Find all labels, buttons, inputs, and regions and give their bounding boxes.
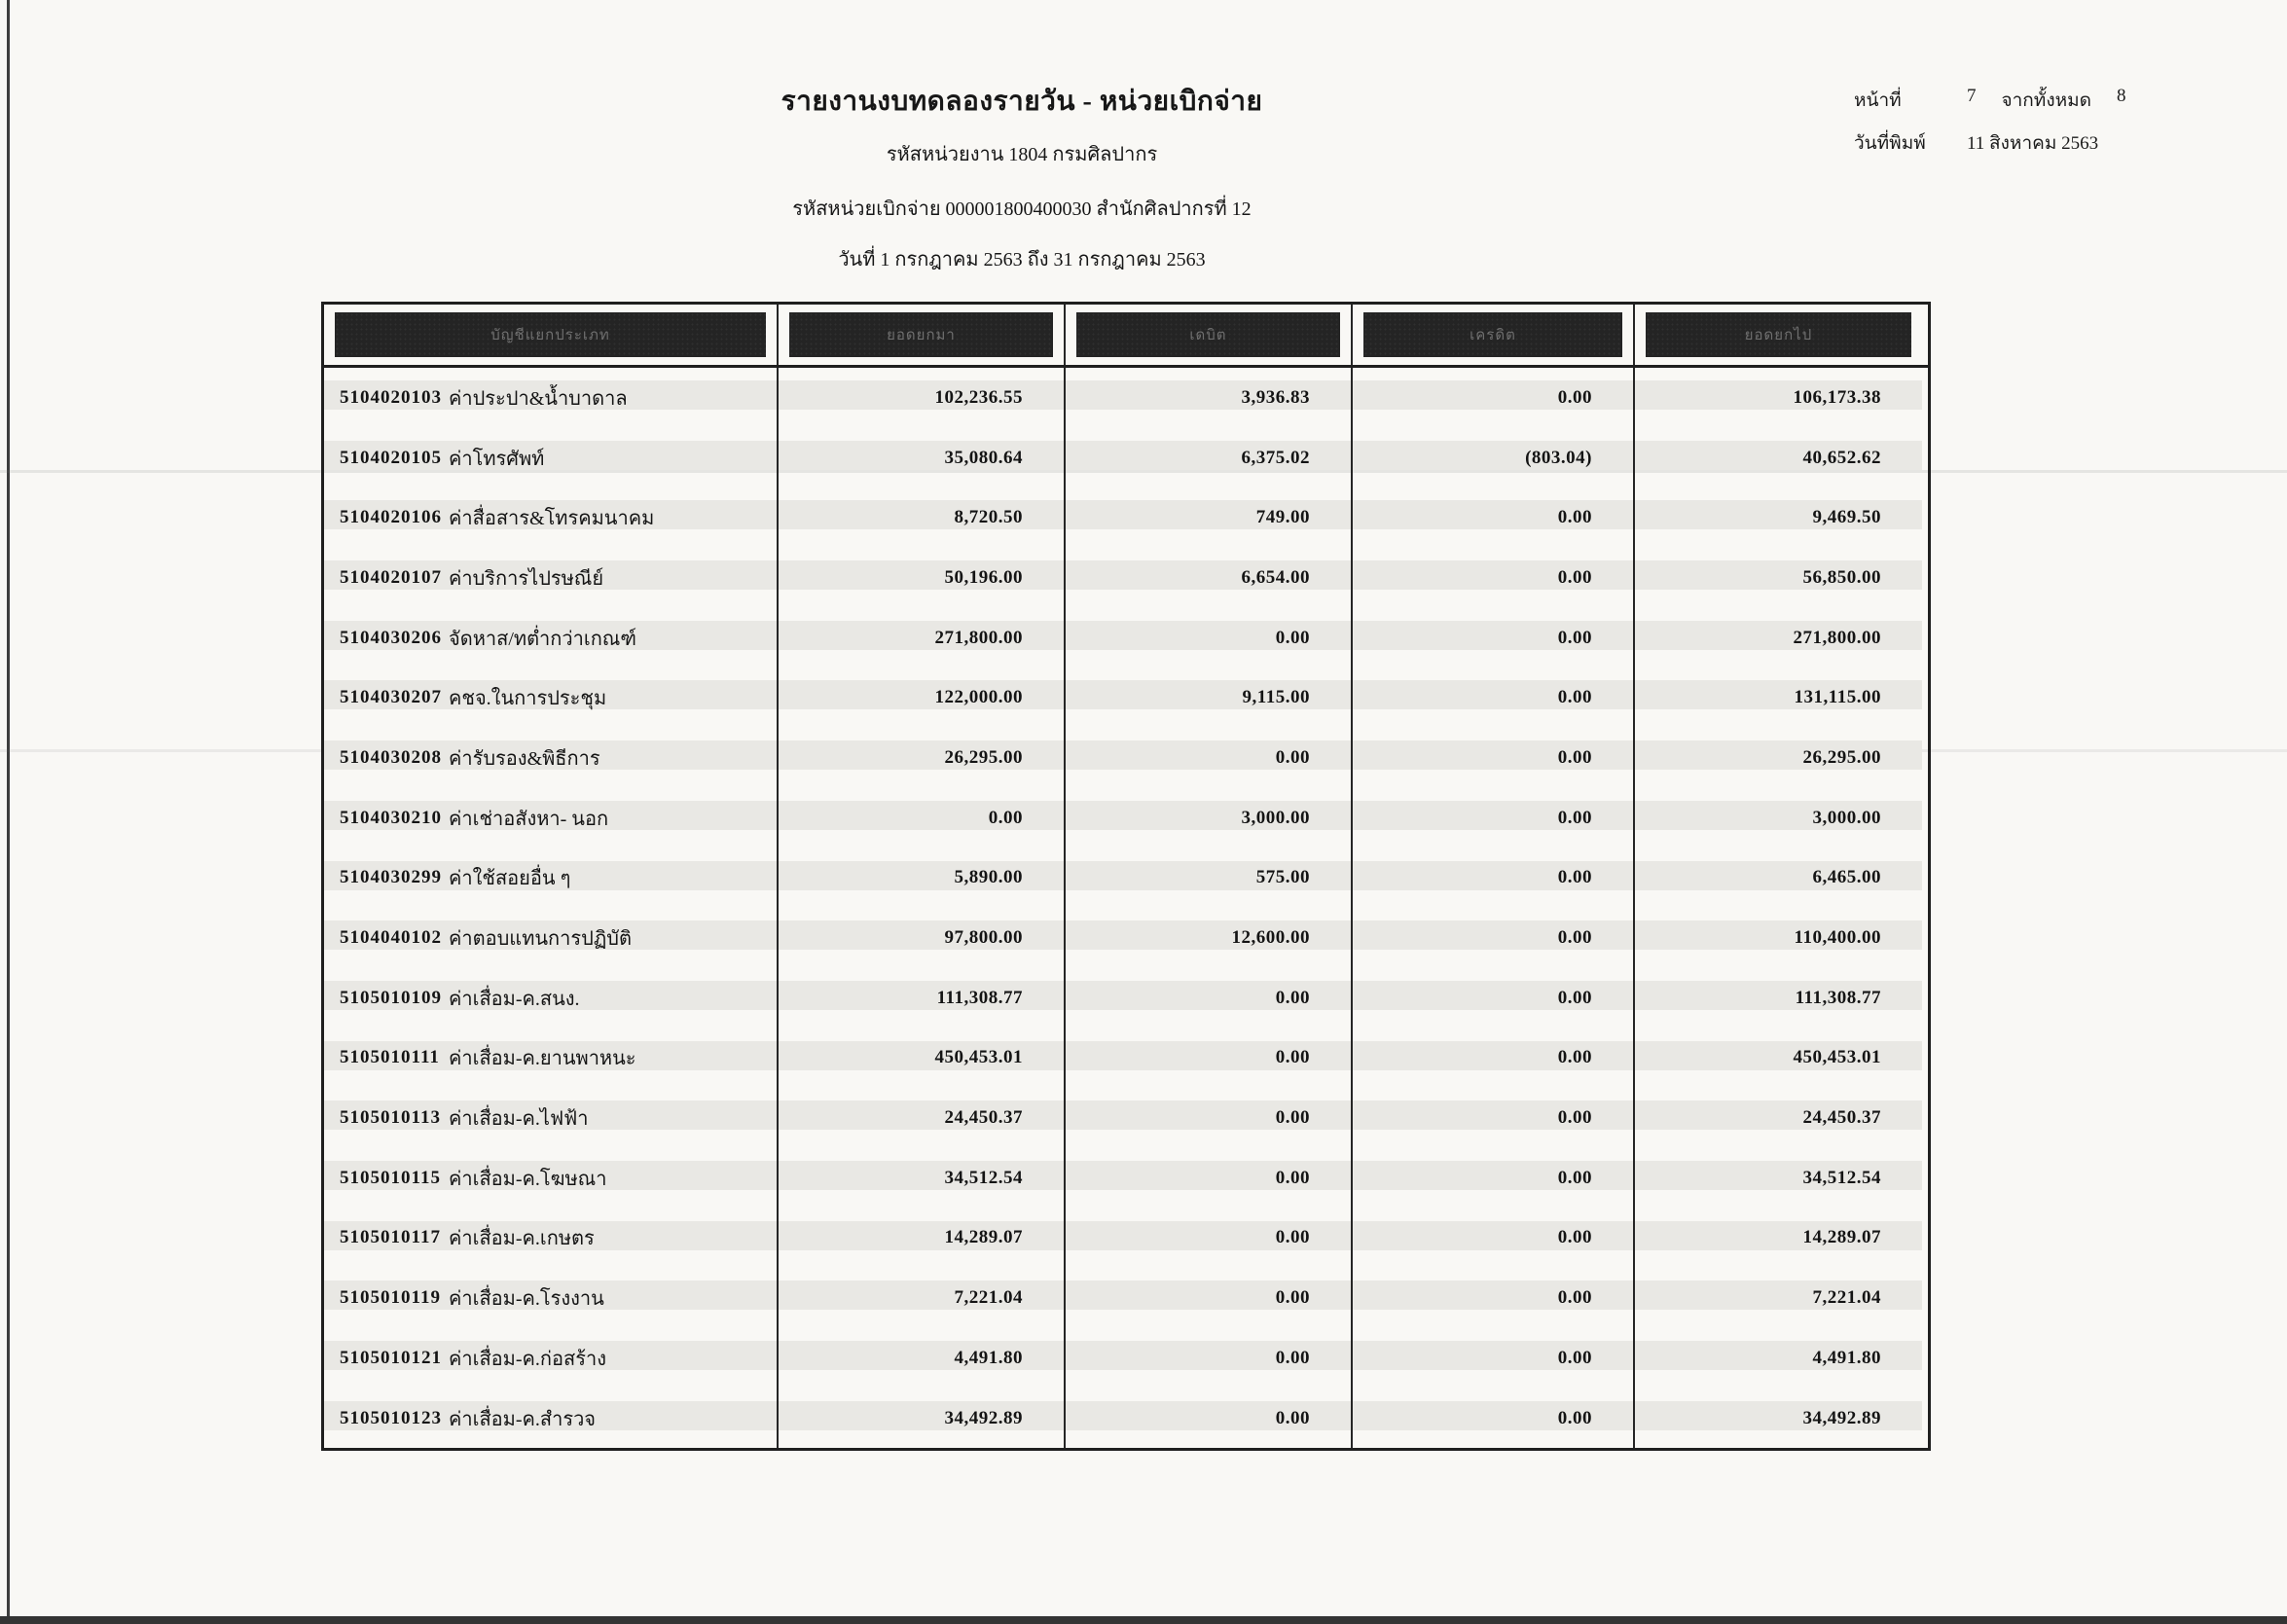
account-code: 5104030299 bbox=[340, 867, 442, 888]
credit-cell: 0.00 bbox=[1353, 1389, 1635, 1449]
table-row bbox=[324, 608, 1928, 668]
account-cell bbox=[324, 1088, 779, 1148]
balance-cell: 271,800.00 bbox=[1635, 608, 1922, 668]
account-code: 5104030206 bbox=[340, 627, 442, 648]
trial-balance-table bbox=[321, 302, 1931, 1451]
account-cell bbox=[324, 1328, 779, 1389]
carry-forward-cell: 97,800.00 bbox=[779, 908, 1066, 968]
account-code: 5104020105 bbox=[340, 447, 442, 468]
account-code: 5104040102 bbox=[340, 927, 442, 949]
credit-cell: 0.00 bbox=[1353, 968, 1635, 1029]
carry-forward-cell: 35,080.64 bbox=[779, 428, 1066, 488]
carry-forward-cell: 122,000.00 bbox=[779, 668, 1066, 728]
account-name: ค่าเสื่อม-ค.ไฟฟ้า bbox=[449, 1108, 589, 1131]
header-cell-balance bbox=[1635, 305, 1922, 365]
debit-cell: 749.00 bbox=[1066, 487, 1353, 548]
account-cell bbox=[324, 1148, 779, 1209]
column-header-account: บัญชีแยกประเภท bbox=[490, 328, 610, 343]
balance-cell: 110,400.00 bbox=[1635, 908, 1922, 968]
balance-cell: 14,289.07 bbox=[1635, 1209, 1922, 1269]
balance-cell: 111,308.77 bbox=[1635, 968, 1922, 1029]
debit-cell: 0.00 bbox=[1066, 728, 1353, 788]
account-code: 5105010123 bbox=[340, 1407, 442, 1428]
table-row bbox=[324, 428, 1928, 488]
header-cell-credit bbox=[1353, 305, 1635, 365]
account-name: ค่าเสื่อม-ค.ยานพาหนะ bbox=[449, 1048, 636, 1070]
debit-cell: 575.00 bbox=[1066, 848, 1353, 909]
debit-cell: 3,000.00 bbox=[1066, 788, 1353, 848]
debit-cell: 0.00 bbox=[1066, 1389, 1353, 1449]
page-info-block bbox=[1854, 86, 2204, 171]
debit-cell: 0.00 bbox=[1066, 1088, 1353, 1148]
account-cell bbox=[324, 548, 779, 608]
account-cell bbox=[324, 848, 779, 909]
balance-cell: 34,492.89 bbox=[1635, 1389, 1922, 1449]
carry-forward-cell: 34,512.54 bbox=[779, 1148, 1066, 1209]
table-row bbox=[324, 1389, 1928, 1449]
page-number: 7 bbox=[1967, 86, 1977, 106]
credit-cell: 0.00 bbox=[1353, 1148, 1635, 1209]
header-cell-debit bbox=[1066, 305, 1353, 365]
credit-cell: 0.00 bbox=[1353, 668, 1635, 728]
credit-cell: 0.00 bbox=[1353, 848, 1635, 909]
balance-cell: 24,450.37 bbox=[1635, 1088, 1922, 1148]
debit-cell: 0.00 bbox=[1066, 968, 1353, 1029]
balance-cell: 131,115.00 bbox=[1635, 668, 1922, 728]
balance-cell: 6,465.00 bbox=[1635, 848, 1922, 909]
debit-cell: 0.00 bbox=[1066, 1148, 1353, 1209]
column-header-credit: เครดิต bbox=[1470, 328, 1516, 343]
credit-cell: 0.00 bbox=[1353, 788, 1635, 848]
balance-cell: 4,491.80 bbox=[1635, 1328, 1922, 1389]
header-cell-carry-forward bbox=[779, 305, 1066, 365]
credit-cell: 0.00 bbox=[1353, 1268, 1635, 1328]
table-header-row bbox=[324, 305, 1928, 368]
account-name: ค่าเสื่อม-ค.สำรวจ bbox=[449, 1408, 597, 1430]
account-name: ค่าตอบแทนการปฏิบัติ bbox=[449, 928, 632, 951]
debit-cell: 0.00 bbox=[1066, 608, 1353, 668]
account-name: ค่าเสื่อม-ค.สนง. bbox=[449, 988, 580, 1010]
carry-forward-cell: 7,221.04 bbox=[779, 1268, 1066, 1328]
table-row bbox=[324, 1328, 1928, 1389]
debit-cell: 6,375.02 bbox=[1066, 428, 1353, 488]
credit-cell: 0.00 bbox=[1353, 487, 1635, 548]
balance-cell: 450,453.01 bbox=[1635, 1029, 1922, 1089]
account-cell bbox=[324, 908, 779, 968]
account-code: 5105010115 bbox=[340, 1167, 441, 1188]
column-header-carry-forward: ยอดยกมา bbox=[887, 328, 956, 343]
column-header-balance: ยอดยกไป bbox=[1744, 328, 1813, 343]
account-name: จัดหาส/ทต่ำกว่าเกณฑ์ bbox=[449, 628, 636, 650]
carry-forward-cell: 111,308.77 bbox=[779, 968, 1066, 1029]
account-cell bbox=[324, 668, 779, 728]
account-cell bbox=[324, 728, 779, 788]
table-row bbox=[324, 1148, 1928, 1209]
account-code: 5104020107 bbox=[340, 566, 442, 588]
account-cell bbox=[324, 368, 779, 428]
table-row bbox=[324, 487, 1928, 548]
credit-cell: 0.00 bbox=[1353, 1328, 1635, 1389]
print-date-line bbox=[1854, 128, 2204, 158]
carry-forward-cell: 102,236.55 bbox=[779, 368, 1066, 428]
table-row bbox=[324, 1029, 1928, 1089]
account-name: ค่าโทรศัพท์ bbox=[449, 448, 545, 470]
table-row bbox=[324, 788, 1928, 848]
balance-cell: 9,469.50 bbox=[1635, 487, 1922, 548]
balance-cell: 3,000.00 bbox=[1635, 788, 1922, 848]
carry-forward-cell: 0.00 bbox=[779, 788, 1066, 848]
table-row bbox=[324, 1268, 1928, 1328]
account-code: 5104030208 bbox=[340, 746, 442, 768]
account-cell bbox=[324, 1209, 779, 1269]
balance-cell: 56,850.00 bbox=[1635, 548, 1922, 608]
table-row bbox=[324, 668, 1928, 728]
account-name: คชจ.ในการประชุม bbox=[449, 688, 607, 710]
header-bar bbox=[1646, 312, 1911, 357]
header-bar bbox=[789, 312, 1053, 357]
credit-cell: 0.00 bbox=[1353, 368, 1635, 428]
debit-cell: 6,654.00 bbox=[1066, 548, 1353, 608]
debit-cell: 3,936.83 bbox=[1066, 368, 1353, 428]
table-row bbox=[324, 968, 1928, 1029]
account-code: 5104030207 bbox=[340, 687, 442, 708]
credit-cell: 0.00 bbox=[1353, 1209, 1635, 1269]
account-name: ค่าบริการไปรษณีย์ bbox=[449, 567, 604, 590]
account-code: 5105010119 bbox=[340, 1287, 441, 1309]
credit-cell: 0.00 bbox=[1353, 1088, 1635, 1148]
account-cell bbox=[324, 968, 779, 1029]
account-cell bbox=[324, 608, 779, 668]
total-pages: 8 bbox=[2117, 86, 2126, 106]
credit-cell: 0.00 bbox=[1353, 548, 1635, 608]
account-cell bbox=[324, 428, 779, 488]
table-row bbox=[324, 548, 1928, 608]
account-name: ค่าเสื่อม-ค.โรงงาน bbox=[449, 1288, 604, 1311]
account-code: 5104030210 bbox=[340, 807, 442, 828]
account-name: ค่าเสื่อม-ค.โฆษณา bbox=[449, 1168, 607, 1190]
account-cell bbox=[324, 788, 779, 848]
report-disbursement-unit: รหัสหน่วยเบิกจ่าย 000001800400030 สำนักศิลปากรที่ 12 bbox=[792, 198, 1252, 220]
account-cell bbox=[324, 1029, 779, 1089]
table-row bbox=[324, 368, 1928, 428]
account-code: 5104020106 bbox=[340, 507, 442, 528]
account-name: ค่ารับรอง&พิธีการ bbox=[449, 747, 600, 770]
table-row bbox=[324, 1088, 1928, 1148]
carry-forward-cell: 271,800.00 bbox=[779, 608, 1066, 668]
table-row bbox=[324, 848, 1928, 909]
account-code: 5105010117 bbox=[340, 1227, 441, 1248]
report-period: วันที่ 1 กรกฎาคม 2563 ถึง 31 กรกฎาคม 2563 bbox=[838, 249, 1206, 271]
credit-cell: 0.00 bbox=[1353, 728, 1635, 788]
debit-cell: 0.00 bbox=[1066, 1268, 1353, 1328]
page-label: หน้าที่ bbox=[1854, 90, 1902, 111]
balance-cell: 106,173.38 bbox=[1635, 368, 1922, 428]
table-row bbox=[324, 728, 1928, 788]
carry-forward-cell: 8,720.50 bbox=[779, 487, 1066, 548]
account-code: 5104020103 bbox=[340, 386, 442, 408]
report-title: รายงานงบทดลองรายวัน - หน่วยเบิกจ่าย bbox=[780, 87, 1263, 117]
account-name: ค่าใช้สอยอื่น ๆ bbox=[449, 868, 571, 890]
header-bar bbox=[335, 312, 766, 357]
carry-forward-cell: 4,491.80 bbox=[779, 1328, 1066, 1389]
account-name: ค่าสื่อสาร&โทรคมนาคม bbox=[449, 508, 655, 530]
carry-forward-cell: 14,289.07 bbox=[779, 1209, 1066, 1269]
total-pages-label: จากทั้งหมด bbox=[2001, 90, 2091, 111]
carry-forward-cell: 34,492.89 bbox=[779, 1389, 1066, 1449]
credit-cell: 0.00 bbox=[1353, 908, 1635, 968]
account-code: 5105010121 bbox=[340, 1347, 442, 1368]
account-code: 5105010113 bbox=[340, 1107, 441, 1129]
debit-cell: 0.00 bbox=[1066, 1029, 1353, 1089]
report-agency-code: รหัสหน่วยงาน 1804 กรมศิลปากร bbox=[886, 144, 1158, 165]
account-name: ค่าเสื่อม-ค.ก่อสร้าง bbox=[449, 1348, 606, 1370]
carry-forward-cell: 450,453.01 bbox=[779, 1029, 1066, 1089]
credit-cell: (803.04) bbox=[1353, 428, 1635, 488]
debit-cell: 0.00 bbox=[1066, 1328, 1353, 1389]
account-name: ค่าเช่าอสังหา- นอก bbox=[449, 808, 609, 830]
debit-cell: 9,115.00 bbox=[1066, 668, 1353, 728]
table-body bbox=[324, 368, 1928, 1448]
balance-cell: 34,512.54 bbox=[1635, 1148, 1922, 1209]
header-bar bbox=[1076, 312, 1340, 357]
column-header-debit: เดบิต bbox=[1189, 328, 1227, 343]
print-date: 11 สิงหาคม 2563 bbox=[1967, 133, 2099, 154]
debit-cell: 0.00 bbox=[1066, 1209, 1353, 1269]
carry-forward-cell: 24,450.37 bbox=[779, 1088, 1066, 1148]
debit-cell: 12,600.00 bbox=[1066, 908, 1353, 968]
account-name: ค่าประปา&น้ำบาดาล bbox=[449, 387, 628, 410]
balance-cell: 7,221.04 bbox=[1635, 1268, 1922, 1328]
account-code: 5105010109 bbox=[340, 987, 442, 1008]
credit-cell: 0.00 bbox=[1353, 608, 1635, 668]
page-number-line bbox=[1854, 86, 2204, 115]
credit-cell: 0.00 bbox=[1353, 1029, 1635, 1089]
account-cell bbox=[324, 487, 779, 548]
balance-cell: 40,652.62 bbox=[1635, 428, 1922, 488]
table-row bbox=[324, 908, 1928, 968]
carry-forward-cell: 50,196.00 bbox=[779, 548, 1066, 608]
table-row bbox=[324, 1209, 1928, 1269]
scan-bottom-edge-artifact bbox=[0, 1616, 2287, 1624]
account-name: ค่าเสื่อม-ค.เกษตร bbox=[449, 1228, 595, 1250]
account-cell bbox=[324, 1389, 779, 1449]
account-cell bbox=[324, 1268, 779, 1328]
carry-forward-cell: 26,295.00 bbox=[779, 728, 1066, 788]
account-code: 5105010111 bbox=[340, 1047, 440, 1068]
header-cell-account bbox=[324, 305, 779, 365]
print-date-label: วันที่พิมพ์ bbox=[1854, 133, 1926, 154]
carry-forward-cell: 5,890.00 bbox=[779, 848, 1066, 909]
balance-cell: 26,295.00 bbox=[1635, 728, 1922, 788]
header-bar bbox=[1363, 312, 1622, 357]
